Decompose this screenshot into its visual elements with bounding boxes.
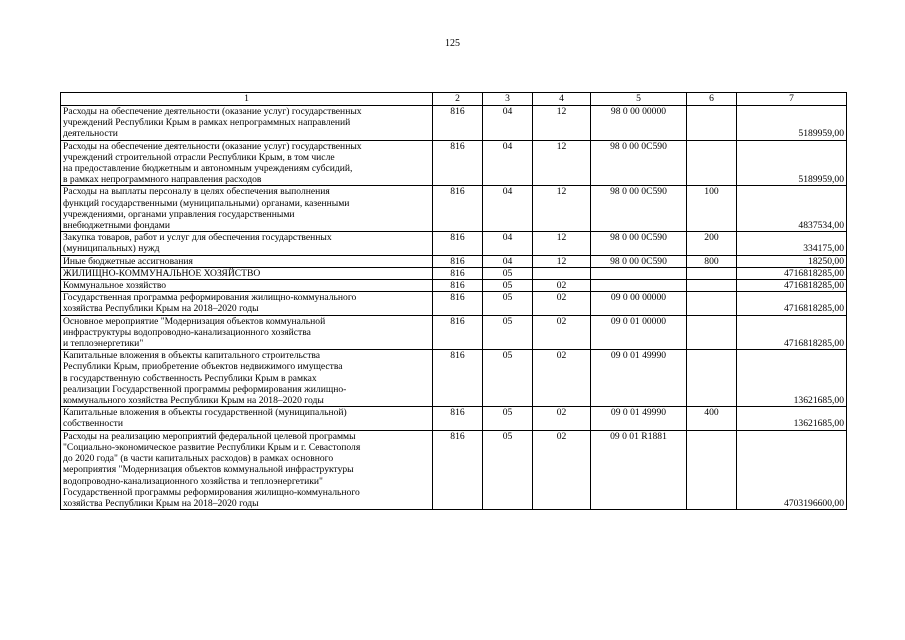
- description-line: и теплоэнергетики": [63, 338, 144, 350]
- subsection-code: 02: [533, 350, 591, 407]
- description-line: Иные бюджетные ассигнования: [63, 255, 193, 267]
- description-line: внебюджетными фондами: [63, 220, 170, 232]
- ministry-code: 816: [433, 292, 483, 315]
- table-row: [61, 140, 847, 186]
- description-line: Капитальные вложения в объекты капитального строительства: [63, 350, 321, 362]
- description-line: Расходы на выплаты персоналу в целях обеспечения выполнения: [63, 186, 330, 198]
- description-line: Государственная программа реформирования жилищно-коммунального: [63, 292, 357, 304]
- expense-type-code: [687, 430, 737, 509]
- ministry-code: 816: [433, 407, 483, 430]
- subsection-code: 12: [533, 232, 591, 255]
- section-code: 04: [483, 106, 533, 141]
- target-item-code: 09 0 01 49990: [591, 407, 687, 430]
- description-line: учреждений строительной отрасли Республики Крым, в том числе: [63, 151, 335, 163]
- description-line: хозяйства Республики Крым на 2018–2020 годы: [63, 497, 259, 509]
- description-line: Расходы на реализацию мероприятий федеральной целевой программы: [63, 430, 356, 442]
- description-line: функций государственными (муниципальными) органами, казенными: [63, 197, 350, 209]
- amount: 4837534,00: [737, 186, 847, 232]
- expense-type-code: [687, 140, 737, 186]
- amount: 4716818285,00: [737, 280, 847, 292]
- description-line: в рамках непрограммного направления расходов: [63, 174, 262, 186]
- subsection-code: 02: [533, 407, 591, 430]
- table-row: [61, 292, 847, 315]
- subsection-code: 02: [533, 315, 591, 350]
- subsection-code: 02: [533, 292, 591, 315]
- ministry-code: 816: [433, 267, 483, 279]
- ministry-code: 816: [433, 280, 483, 292]
- description-line: собственности: [63, 418, 124, 430]
- ministry-code: 816: [433, 106, 483, 141]
- description-line: реализации Государственной программы реформирования жилищно-: [63, 383, 347, 395]
- ministry-code: 816: [433, 430, 483, 509]
- section-code: 04: [483, 140, 533, 186]
- description-line: деятельности: [63, 128, 118, 140]
- expense-description: [61, 232, 433, 255]
- subsection-code: 12: [533, 186, 591, 232]
- expense-description: [61, 292, 433, 315]
- target-item-code: 09 0 01 00000: [591, 315, 687, 350]
- amount: 4716818285,00: [737, 315, 847, 350]
- page-number: 125: [445, 38, 460, 49]
- ministry-code: 816: [433, 186, 483, 232]
- description-line: "Социально-экономическое развитие Республики Крым и г. Севастополя: [63, 441, 361, 453]
- expense-type-code: [687, 106, 737, 141]
- target-item-code: 09 0 01 R1881: [591, 430, 687, 509]
- section-code: 05: [483, 280, 533, 292]
- header-cell-4: 4: [533, 93, 591, 106]
- amount: 5189959,00: [737, 106, 847, 141]
- expense-description: [61, 315, 433, 350]
- ministry-code: 816: [433, 255, 483, 267]
- subsection-code: 12: [533, 255, 591, 267]
- subsection-code: 12: [533, 106, 591, 141]
- description-line: ЖИЛИЩНО-КОММУНАЛЬНОЕ ХОЗЯЙСТВО: [63, 267, 261, 279]
- description-line: в государственную собственность Республики Крым в рамках: [63, 372, 317, 384]
- section-code: 05: [483, 292, 533, 315]
- expense-description: [61, 140, 433, 186]
- expense-type-code: 800: [687, 255, 737, 267]
- table-row: [61, 267, 847, 279]
- amount: 5189959,00: [737, 140, 847, 186]
- subsection-code: 02: [533, 280, 591, 292]
- expense-description: [61, 186, 433, 232]
- expense-type-code: 400: [687, 407, 737, 430]
- ministry-code: 816: [433, 350, 483, 407]
- section-code: 05: [483, 267, 533, 279]
- target-item-code: 98 0 00 00000: [591, 106, 687, 141]
- ministry-code: 816: [433, 140, 483, 186]
- table-row: [61, 315, 847, 350]
- ministry-code: 816: [433, 315, 483, 350]
- expense-type-code: [687, 350, 737, 407]
- expense-type-code: [687, 267, 737, 279]
- target-item-code: 09 0 01 49990: [591, 350, 687, 407]
- description-line: Расходы на обеспечение деятельности (оказание услуг) государственных: [63, 106, 362, 117]
- expense-description: [61, 350, 433, 407]
- description-line: учреждений Республики Крым в рамках непрограммных направлений: [63, 117, 351, 129]
- ministry-code: 816: [433, 232, 483, 255]
- section-code: 05: [483, 430, 533, 509]
- header-cell-3: 3: [483, 93, 533, 106]
- table-row: [61, 186, 847, 232]
- expense-description: [61, 106, 433, 141]
- description-line: Республики Крым, приобретение объектов недвижимого имущества: [63, 361, 343, 373]
- description-line: коммунального хозяйства Республики Крым на 2018–2020 годы: [63, 395, 324, 407]
- description-line: водопроводно-канализационного хозяйства и теплоэнергетики": [63, 475, 323, 487]
- target-item-code: 98 0 00 0С590: [591, 140, 687, 186]
- expense-type-code: 200: [687, 232, 737, 255]
- description-line: на предоставление бюджетным и автономным учреждениям субсидий,: [63, 163, 353, 175]
- description-line: Капитальные вложения в объекты государственной (муниципальной): [63, 407, 347, 419]
- table-row: [61, 255, 847, 267]
- expense-type-code: [687, 280, 737, 292]
- subsection-code: [533, 267, 591, 279]
- expense-type-code: [687, 315, 737, 350]
- table-body: [61, 93, 847, 510]
- target-item-code: 98 0 00 0С590: [591, 232, 687, 255]
- budget-table: [60, 92, 847, 510]
- expense-type-code: [687, 292, 737, 315]
- amount: 4703196600,00: [737, 430, 847, 509]
- description-line: инфраструктуры водопроводно-канализационного хозяйства: [63, 326, 311, 338]
- header-cell-6: 6: [687, 93, 737, 106]
- description-line: Основное мероприятие "Модернизация объектов коммунальной: [63, 315, 326, 327]
- section-code: 04: [483, 186, 533, 232]
- expense-description: [61, 267, 433, 279]
- table-row: [61, 280, 847, 292]
- amount: 4716818285,00: [737, 267, 847, 279]
- target-item-code: [591, 267, 687, 279]
- description-line: Закупка товаров, работ и услуг для обеспечения государственных: [63, 232, 332, 244]
- expense-type-code: 100: [687, 186, 737, 232]
- header-cell-2: 2: [433, 93, 483, 106]
- table-row: [61, 407, 847, 430]
- amount: 13621685,00: [737, 407, 847, 430]
- target-item-code: 09 0 00 00000: [591, 292, 687, 315]
- description-line: Коммунальное хозяйство: [63, 280, 167, 292]
- amount: 334175,00: [737, 232, 847, 255]
- expense-description: [61, 255, 433, 267]
- expense-description: [61, 280, 433, 292]
- amount: 4716818285,00: [737, 292, 847, 315]
- header-cell-5: 5: [591, 93, 687, 106]
- section-code: 05: [483, 315, 533, 350]
- section-code: 05: [483, 350, 533, 407]
- target-item-code: 98 0 00 0С590: [591, 255, 687, 267]
- table-row: [61, 430, 847, 509]
- header-row: [61, 93, 847, 106]
- description-line: учреждениями, органами управления государственными: [63, 208, 295, 220]
- description-line: Государственной программы реформирования жилищно-коммунального: [63, 486, 360, 498]
- description-line: хозяйства Республики Крым на 2018–2020 годы: [63, 303, 259, 315]
- target-item-code: 98 0 00 0С590: [591, 186, 687, 232]
- table-row: [61, 350, 847, 407]
- subsection-code: 12: [533, 140, 591, 186]
- table-row: [61, 106, 847, 141]
- subsection-code: 02: [533, 430, 591, 509]
- amount: 13621685,00: [737, 350, 847, 407]
- description-line: до 2020 года" (в части капитальных расходов) в рамках основного: [63, 453, 334, 465]
- table-row: [61, 232, 847, 255]
- description-line: (муниципальных) нужд: [63, 243, 160, 255]
- section-code: 04: [483, 255, 533, 267]
- header-cell-1: 1: [61, 93, 433, 106]
- expense-description: [61, 407, 433, 430]
- header-cell-7: 7: [737, 93, 847, 106]
- section-code: 05: [483, 407, 533, 430]
- description-line: мероприятия "Модернизация объектов коммунальной инфраструктуры: [63, 464, 354, 476]
- target-item-code: [591, 280, 687, 292]
- description-line: Расходы на обеспечение деятельности (оказание услуг) государственных: [63, 140, 362, 152]
- section-code: 04: [483, 232, 533, 255]
- expense-description: [61, 430, 433, 509]
- amount: 18250,00: [737, 255, 847, 267]
